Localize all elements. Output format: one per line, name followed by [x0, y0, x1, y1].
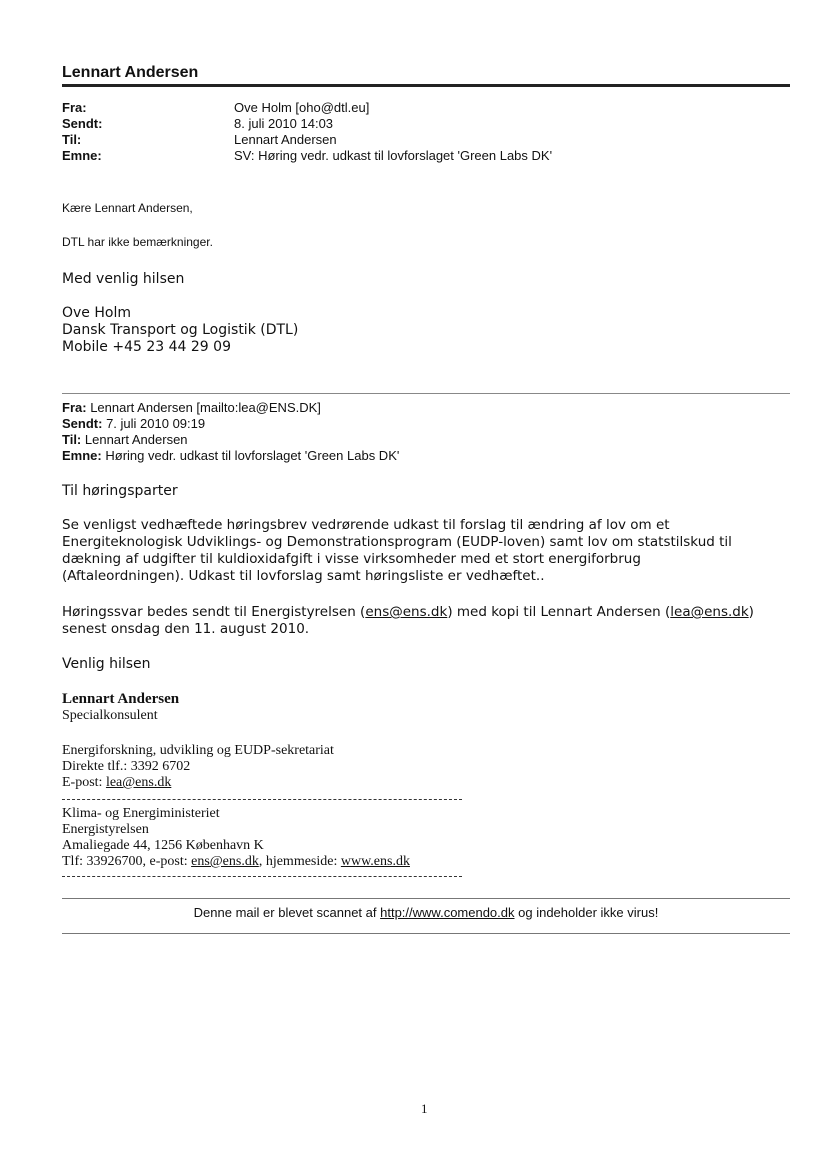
fwd-salutation: Til høringsparter [62, 483, 178, 499]
forward-separator [62, 393, 790, 394]
scan-text-b: og indeholder ikke virus! [514, 905, 659, 920]
footer-rule-top [62, 898, 790, 899]
fwd-email-line [62, 775, 171, 791]
to-label: Til: [62, 132, 82, 147]
reply-greeting: Kære Lennart Andersen, [62, 201, 193, 215]
fwd-para2-text-b: ) med kopi til Lennart Andersen ( [447, 604, 671, 620]
fwd-subject-line [62, 448, 399, 463]
fwd-dept: Energiforskning, udvikling og EUDP-sekretariat [62, 743, 334, 758]
fwd-para2-text-a: Høringssvar bedes sendt til Energistyrelsen ( [62, 604, 366, 620]
ens-email-link[interactable]: ens@ens.dk [365, 604, 448, 620]
reply-sig-name: Ove Holm [62, 305, 131, 321]
fwd-email-label: E-post: [62, 775, 106, 790]
reply-sig-phone: Mobile +45 23 44 29 09 [62, 339, 231, 355]
fwd-sent-label: Sendt: [62, 416, 103, 431]
fwd-to-label: Til: [62, 432, 82, 447]
sent-label: Sendt: [62, 116, 103, 131]
fwd-agency: Energistyrelsen [62, 822, 149, 837]
from-label: Fra: [62, 100, 87, 115]
fwd-to-line [62, 432, 188, 447]
sig-divider-top [62, 799, 462, 800]
fwd-subject-value: Høring vedr. udkast til lovforslaget 'Green Labs DK' [105, 448, 400, 463]
sent-value: 8. juli 2010 14:03 [234, 116, 334, 131]
fwd-email-link[interactable]: lea@ens.dk [105, 775, 172, 790]
sig-divider-bottom [62, 876, 462, 877]
subject-label: Emne: [62, 148, 102, 163]
fwd-from-value: Lennart Andersen [mailto:lea@ENS.DK] [90, 400, 321, 415]
fwd-para2 [62, 604, 754, 638]
comendo-link[interactable]: http://www.comendo.dk [380, 905, 515, 920]
page-number: 1 [421, 1101, 428, 1116]
fwd-para1-line: (Aftaleordningen). Udkast til lovforslag samt høringsliste er vedhæftet.. [62, 568, 545, 584]
fwd-contact-line [62, 854, 410, 870]
fwd-phone: Direkte tlf.: 3392 6702 [62, 759, 191, 774]
fwd-to-value: Lennart Andersen [84, 432, 188, 447]
agency-email-link[interactable]: ens@ens.dk [191, 854, 259, 869]
fwd-contact-text-a: Tlf: 33926700, e-post: [62, 854, 192, 869]
fwd-subject-label: Emne: [62, 448, 102, 463]
footer-rule-bottom [62, 933, 790, 934]
fwd-from-line [62, 400, 321, 415]
agency-web-link[interactable]: www.ens.dk [340, 854, 410, 869]
subject-value: SV: Høring vedr. udkast til lovforslaget 'Green Labs DK' [234, 148, 553, 163]
reply-closing: Med venlig hilsen [62, 271, 185, 287]
scan-text-a: Denne mail er blevet scannet af [193, 905, 381, 920]
fwd-address: Amaliegade 44, 1256 København K [62, 838, 264, 853]
fwd-sent-line [62, 416, 205, 431]
scan-notice [62, 905, 790, 920]
from-value: Ove Holm [oho@dtl.eu] [234, 100, 370, 115]
fwd-para2-line1 [62, 604, 754, 621]
fwd-from-label: Fra: [62, 400, 87, 415]
fwd-sent-value: 7. juli 2010 09:19 [106, 416, 206, 431]
fwd-para1-line: Energiteknologisk Udviklings- og Demonstrationsprogram (EUDP-loven) samt lov om statstilskud til [62, 534, 732, 550]
fwd-ministry: Klima- og Energiministeriet [62, 806, 220, 821]
fwd-para2-line2: senest onsdag den 11. august 2010. [62, 621, 310, 637]
fwd-para2-text-c: ) [748, 604, 754, 620]
sender-name-heading: Lennart Andersen [62, 64, 199, 81]
reply-sig-org: Dansk Transport og Logistik (DTL) [62, 322, 299, 338]
to-value: Lennart Andersen [234, 132, 337, 147]
fwd-sig-title: Specialkonsulent [62, 708, 158, 723]
reply-line: DTL har ikke bemærkninger. [62, 235, 213, 249]
fwd-para1-line: dækning af udgifter til kuldioxidafgift i visse virksomheder med et stort energiforbrug [62, 551, 641, 567]
fwd-contact-text-b: , hjemmeside: [258, 854, 341, 869]
fwd-para1 [62, 517, 732, 585]
fwd-sig-name: Lennart Andersen [62, 691, 180, 707]
lea-email-link[interactable]: lea@ens.dk [670, 604, 749, 620]
fwd-para1-line: Se venligst vedhæftede høringsbrev vedrørende udkast til forslag til ændring af lov om et [62, 517, 670, 533]
fwd-closing: Venlig hilsen [62, 656, 151, 672]
header-rule [62, 84, 790, 87]
